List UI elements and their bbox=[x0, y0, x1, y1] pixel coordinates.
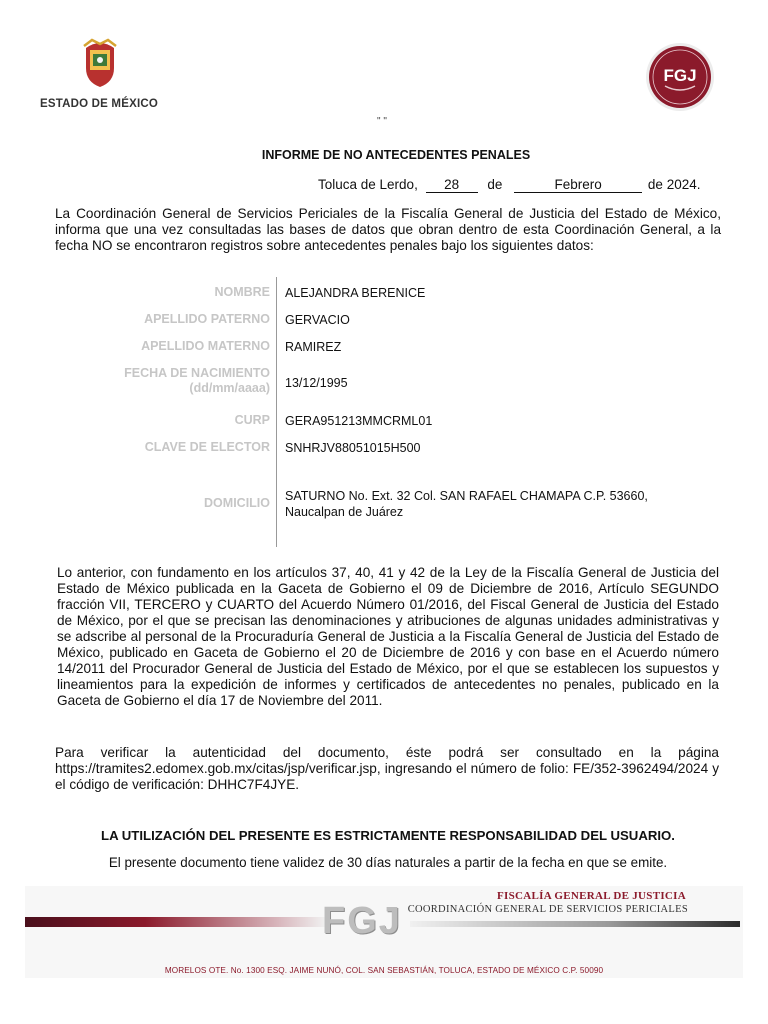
place-prefix: Toluca de Lerdo, bbox=[318, 177, 418, 192]
nombre-label: NOMBRE bbox=[214, 285, 270, 299]
date-line bbox=[318, 177, 700, 193]
fiscalia-name: FISCALÍA GENERAL DE JUSTICIA bbox=[496, 890, 686, 902]
validity-note: El presente documento tiene validez de 30 días naturales a partir de la fecha en que se emite. bbox=[108, 855, 668, 870]
legal-paragraph: Lo anterior, con fundamento en los artículos 37, 40, 41 y 42 de la Ley de la Fiscalía General de Justicia del Estado de México publicada en la Gaceta de Gobierno el 09 de Diciembre de 2016, Artículo SEGUNDO fracción VII, TERCERO y CUARTO del Acuerdo Número 01/2016, del Fiscal General de Justicia del Estado de México, por el que se precisan las denominaciones y atribuciones de algunas unidades administrativas y se adscribe al personal de la Procuraduría General de Justicia a la Fiscalía General de Justicia del Estado de México, publicado en Gaceta de Gobierno el 20 de Diciembre de 2016 y con base en el Acuerdo número 14/2011 del Procurador General de Justicia del Estado de México, por el que se establecen los supuestos y lineamientos para la expedición de informes y certificados de antecedentes no penales, publicado en la Gaceta de Gobierno el día 17 de Noviembre del 2011. bbox=[57, 565, 719, 708]
coordinacion-name: COORDINACIÓN GENERAL DE SERVICIOS PERICIALES bbox=[407, 904, 688, 915]
fgj-footer-logo: FGJ bbox=[322, 900, 402, 942]
state-shield-icon bbox=[80, 38, 120, 88]
domicilio-line-1: SATURNO No. Ext. 32 Col. SAN RAFAEL CHAMAPA C.P. 53660, bbox=[285, 489, 648, 503]
apellido-materno-label: APELLIDO MATERNO bbox=[141, 339, 270, 353]
estado-de-mexico-logo bbox=[40, 36, 160, 120]
de-label: de bbox=[487, 177, 503, 192]
state-logo-text: ESTADO DE MÉXICO bbox=[40, 98, 158, 110]
fecha-nacimiento-label-line-1: FECHA DE NACIMIENTO bbox=[124, 366, 270, 380]
document-title: INFORME DE NO ANTECEDENTES PENALES bbox=[261, 148, 531, 162]
domicilio-value bbox=[285, 488, 648, 520]
table-divider bbox=[276, 277, 277, 547]
apellido-paterno-label: APELLIDO PATERNO bbox=[144, 312, 270, 326]
fecha-nacimiento-value: 13/12/1995 bbox=[285, 376, 348, 390]
intro-paragraph: La Coordinación General de Servicios Periciales de la Fiscalía General de Justicia del Estado de México, informa que una vez consultadas las bases de datos que obran dentro de esta Coordinación General, a la fecha NO se encontraron registros sobre antecedentes penales bajo los siguientes datos: bbox=[55, 206, 721, 253]
footer-band-left bbox=[25, 917, 325, 927]
fgj-seal-icon bbox=[645, 42, 715, 112]
fecha-nacimiento-label bbox=[124, 366, 270, 396]
clave-elector-label: CLAVE DE ELECTOR bbox=[144, 440, 270, 454]
apellido-paterno-value: GERVACIO bbox=[285, 313, 350, 327]
domicilio-line-2: Naucalpan de Juárez bbox=[285, 505, 404, 519]
domicilio-label: DOMICILIO bbox=[204, 496, 270, 510]
fgj-seal-text: FGJ bbox=[663, 66, 697, 85]
verification-paragraph: Para verificar la autenticidad del documento, éste podrá ser consultado en la página https://tramites2.edomex.gob.mx/citas/jsp/verificar.jsp, ingresando el número de folio: FE/352-3962494/2024 y el código de verificación: DHHC7F4JYE. bbox=[55, 745, 719, 792]
fecha-nacimiento-label-line-2: (dd/mm/aaaa) bbox=[189, 381, 270, 395]
clave-elector-value: SNHRJV88051015H500 bbox=[285, 441, 421, 455]
month-field: Febrero bbox=[514, 178, 642, 193]
quote-mark: " " bbox=[377, 116, 387, 127]
curp-label: CURP bbox=[234, 413, 270, 427]
day-field: 28 bbox=[426, 178, 478, 193]
curp-value: GERA951213MMCRML01 bbox=[285, 414, 433, 428]
apellido-materno-value: RAMIREZ bbox=[285, 340, 342, 354]
nombre-value: ALEJANDRA BERENICE bbox=[285, 286, 426, 300]
footer-band-right bbox=[410, 921, 740, 927]
year-suffix: de 2024. bbox=[647, 177, 701, 192]
responsibility-warning: LA UTILIZACIÓN DEL PRESENTE ES ESTRICTAMENTE RESPONSABILIDAD DEL USUARIO. bbox=[101, 828, 675, 843]
footer-address: MORELOS OTE. No. 1300 ESQ. JAIME NUNÓ, COL. SAN SEBASTIÁN, TOLUCA, ESTADO DE MÉXICO C.P. 50090 bbox=[164, 966, 604, 975]
